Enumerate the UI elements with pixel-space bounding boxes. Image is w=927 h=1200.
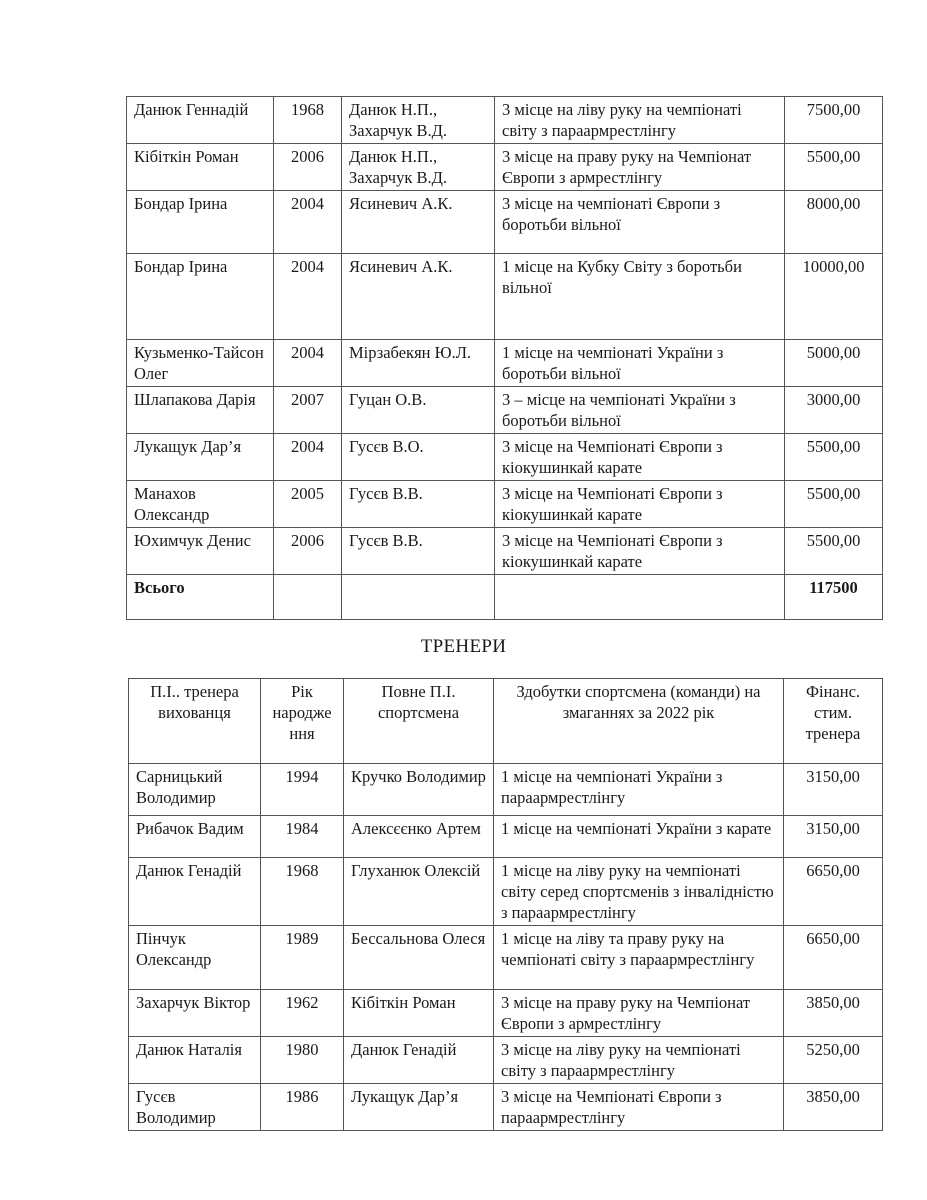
achievement: 3 місце на Чемпіонаті Європи з кіокушинкай карате xyxy=(495,481,785,528)
coach-name: Захарчук Віктор xyxy=(129,990,261,1037)
birth-year: 1980 xyxy=(261,1037,344,1084)
amount: 5500,00 xyxy=(785,528,883,575)
athlete-name: Лукащук Дар’я xyxy=(127,434,274,481)
birth-year: 2004 xyxy=(274,191,342,254)
achievement: 1 місце на Кубку Світу з боротьби вільної xyxy=(495,254,785,340)
header-year: Рік народже ння xyxy=(261,679,344,764)
athlete-name: Шлапакова Дарія xyxy=(127,387,274,434)
coach-name: Сарницький Володимир xyxy=(129,764,261,816)
athlete-name: Лукащук Дар’я xyxy=(344,1084,494,1131)
amount: 5500,00 xyxy=(785,481,883,528)
coach-name: Гусєв Володимир xyxy=(129,1084,261,1131)
birth-year: 2006 xyxy=(274,528,342,575)
header-achievement: Здобутки спортсмена (команди) на змаганнях за 2022 рік xyxy=(494,679,784,764)
birth-year: 1994 xyxy=(261,764,344,816)
coach-name: Гуцан О.В. xyxy=(342,387,495,434)
birth-year: 1989 xyxy=(261,926,344,990)
coach-name: Гусєв В.В. xyxy=(342,528,495,575)
table-row xyxy=(127,144,883,191)
athlete-name: Кручко Володимир xyxy=(344,764,494,816)
coach-name: Гусєв В.В. xyxy=(342,481,495,528)
amount: 5000,00 xyxy=(785,340,883,387)
birth-year: 2004 xyxy=(274,254,342,340)
birth-year: 1984 xyxy=(261,816,344,858)
achievement: 1 місце на чемпіонаті України з боротьби вільної xyxy=(495,340,785,387)
table-row xyxy=(129,1037,883,1084)
achievement: 1 місце на ліву та праву руку на чемпіонаті світу з параармрестлінгу xyxy=(494,926,784,990)
athlete-name: Бондар Ірина xyxy=(127,191,274,254)
achievement: 3 місце на Чемпіонаті Європи з кіокушинкай карате xyxy=(495,434,785,481)
amount: 8000,00 xyxy=(785,191,883,254)
table-row xyxy=(129,926,883,990)
birth-year: 2004 xyxy=(274,340,342,387)
amount: 10000,00 xyxy=(785,254,883,340)
birth-year: 1968 xyxy=(274,97,342,144)
achievement: 1 місце на ліву руку на чемпіонаті світу серед спортсменів з інвалідністю з параармрестлінгу xyxy=(494,858,784,926)
header-coach: П.І.. тренера вихованця xyxy=(129,679,261,764)
coach-name: Данюк Наталія xyxy=(129,1037,261,1084)
amount: 7500,00 xyxy=(785,97,883,144)
achievement: 3 місце на праву руку на Чемпіонат Європи з армрестлінгу xyxy=(494,990,784,1037)
athlete-name: Глуханюк Олексій xyxy=(344,858,494,926)
coach-name: Рибачок Вадим xyxy=(129,816,261,858)
birth-year: 2004 xyxy=(274,434,342,481)
amount: 5500,00 xyxy=(785,144,883,191)
birth-year: 1968 xyxy=(261,858,344,926)
achievement: 3 місце на Чемпіонаті Європи з параармрестлінгу xyxy=(494,1084,784,1131)
table-row xyxy=(127,387,883,434)
athlete-name: Бондар Ірина xyxy=(127,254,274,340)
table-row xyxy=(127,254,883,340)
table-row xyxy=(129,858,883,926)
empty-cell xyxy=(274,575,342,620)
empty-cell xyxy=(342,575,495,620)
achievement: 3 – місце на чемпіонаті України з боротьби вільної xyxy=(495,387,785,434)
coach-name: Гусєв В.О. xyxy=(342,434,495,481)
coach-name: Ясиневич А.К. xyxy=(342,191,495,254)
athlete-name: Бессальнова Олеся xyxy=(344,926,494,990)
amount: 3850,00 xyxy=(784,1084,883,1131)
table-row xyxy=(127,97,883,144)
achievement: 3 місце на Чемпіонаті Європи з кіокушинкай карате xyxy=(495,528,785,575)
achievement: 1 місце на чемпіонаті України з параармрестлінгу xyxy=(494,764,784,816)
table-row xyxy=(129,764,883,816)
coaches-table xyxy=(128,678,883,1131)
birth-year: 2005 xyxy=(274,481,342,528)
achievement: 1 місце на чемпіонаті України з карате xyxy=(494,816,784,858)
table-row xyxy=(129,1084,883,1131)
birth-year: 2007 xyxy=(274,387,342,434)
amount: 3150,00 xyxy=(784,764,883,816)
total-value: 117500 xyxy=(785,575,883,620)
birth-year: 2006 xyxy=(274,144,342,191)
amount: 5250,00 xyxy=(784,1037,883,1084)
athlete-name: Данюк Генадій xyxy=(344,1037,494,1084)
coach-name: Ясиневич А.К. xyxy=(342,254,495,340)
amount: 5500,00 xyxy=(785,434,883,481)
achievement: 3 місце на ліву руку на чемпіонаті світу з параармрестлінгу xyxy=(495,97,785,144)
coach-name: Пінчук Олександр xyxy=(129,926,261,990)
birth-year: 1962 xyxy=(261,990,344,1037)
total-row xyxy=(127,575,883,620)
empty-cell xyxy=(495,575,785,620)
athlete-name: Кузьменко-Тайсон Олег xyxy=(127,340,274,387)
table-row xyxy=(129,816,883,858)
athlete-name: Алексєєнко Артем xyxy=(344,816,494,858)
total-label: Всього xyxy=(127,575,274,620)
athlete-name: Данюк Геннадій xyxy=(127,97,274,144)
achievement: 3 місце на чемпіонаті Європи з боротьби вільної xyxy=(495,191,785,254)
amount: 6650,00 xyxy=(784,926,883,990)
athlete-name: Манахов Олександр xyxy=(127,481,274,528)
amount: 3850,00 xyxy=(784,990,883,1037)
achievement: 3 місце на ліву руку на чемпіонаті світу з параармрестлінгу xyxy=(494,1037,784,1084)
athlete-name: Юхимчук Денис xyxy=(127,528,274,575)
header-amount: Фінанс. стим. тренера xyxy=(784,679,883,764)
athlete-name: Кібіткін Роман xyxy=(344,990,494,1037)
amount: 6650,00 xyxy=(784,858,883,926)
amount: 3000,00 xyxy=(785,387,883,434)
coach-name: Данюк Н.П., Захарчук В.Д. xyxy=(342,97,495,144)
coach-name: Мірзабекян Ю.Л. xyxy=(342,340,495,387)
table-row xyxy=(127,434,883,481)
table-row xyxy=(127,528,883,575)
header-athlete: Повне П.І. спортсмена xyxy=(344,679,494,764)
birth-year: 1986 xyxy=(261,1084,344,1131)
section-heading: ТРЕНЕРИ xyxy=(420,636,507,657)
header-row xyxy=(129,679,883,764)
achievement: 3 місце на праву руку на Чемпіонат Європи з армрестлінгу xyxy=(495,144,785,191)
table-row xyxy=(127,191,883,254)
table-row xyxy=(127,340,883,387)
table-row xyxy=(127,481,883,528)
athlete-name: Кібіткін Роман xyxy=(127,144,274,191)
coach-name: Данюк Н.П., Захарчук В.Д. xyxy=(342,144,495,191)
awards-table-athletes xyxy=(126,96,883,620)
amount: 3150,00 xyxy=(784,816,883,858)
coach-name: Данюк Генадій xyxy=(129,858,261,926)
table-row xyxy=(129,990,883,1037)
